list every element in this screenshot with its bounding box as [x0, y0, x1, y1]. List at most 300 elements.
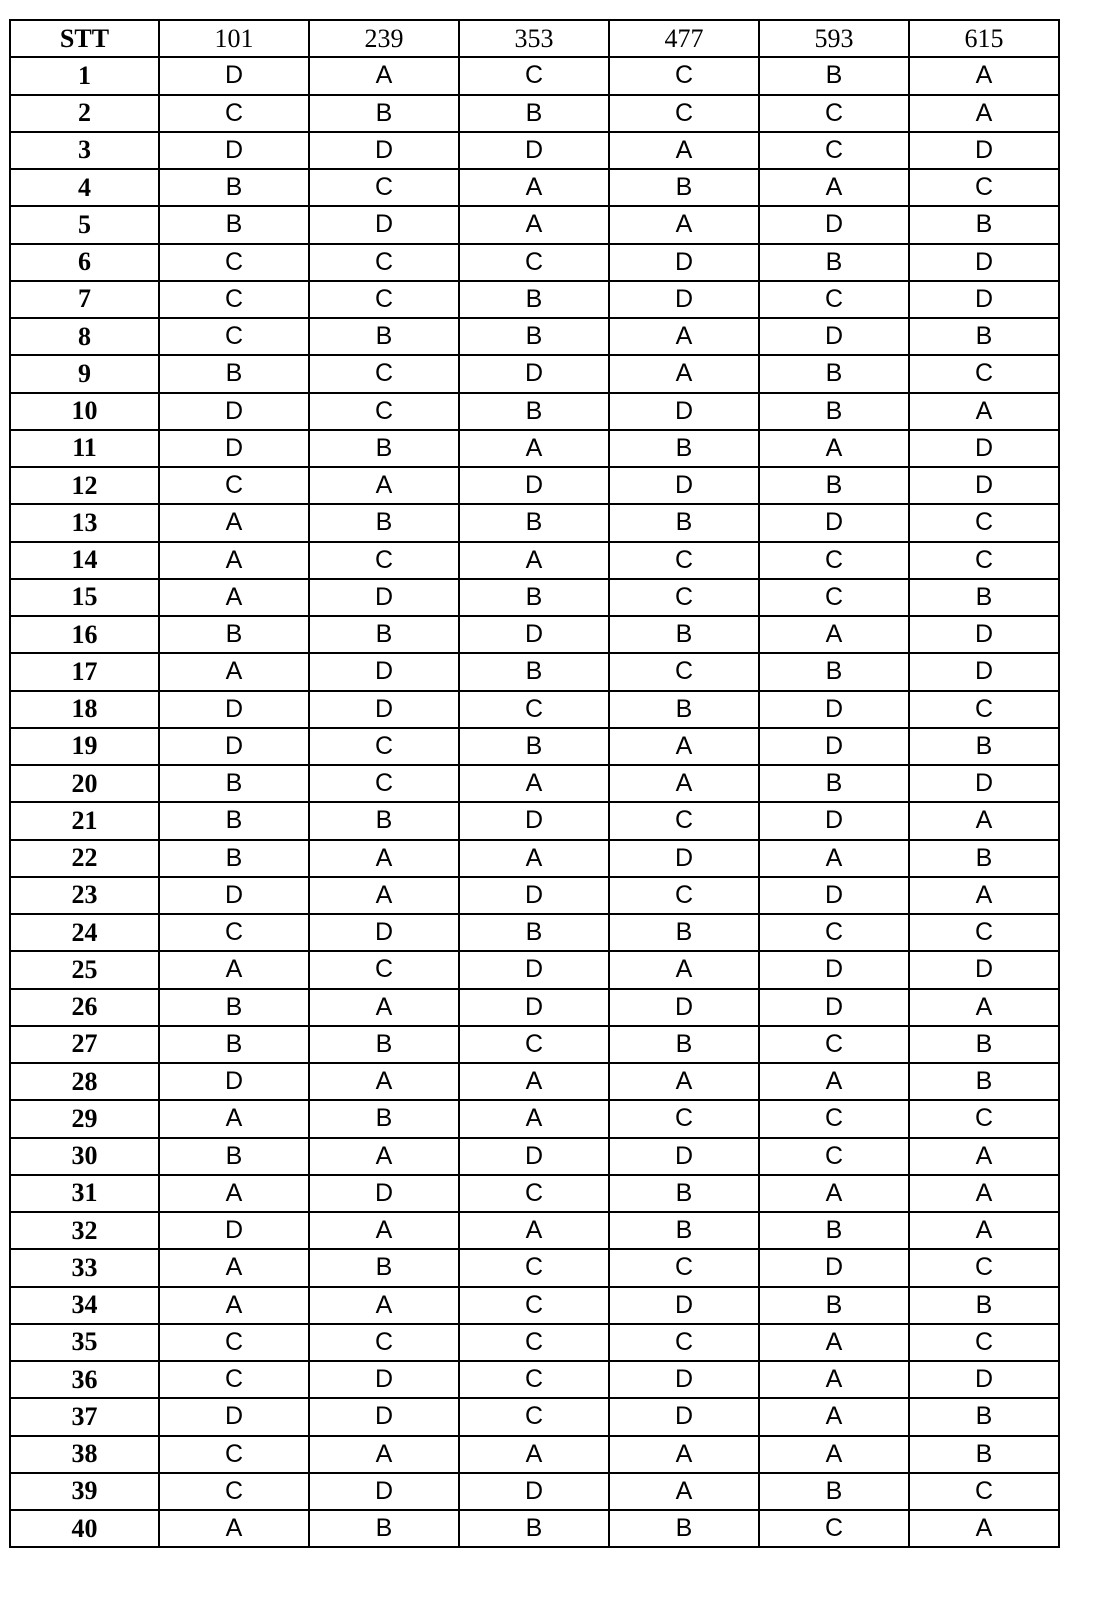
answer-cell: B — [159, 355, 309, 392]
answer-cell: A — [159, 1510, 309, 1547]
table-row — [10, 1100, 1059, 1137]
answer-cell: A — [909, 877, 1059, 914]
exam-code-header: 593 — [759, 20, 909, 57]
question-number: 9 — [10, 355, 159, 392]
answer-cell: C — [309, 951, 459, 988]
answer-cell: B — [309, 430, 459, 467]
table-row — [10, 802, 1059, 839]
answer-cell: B — [159, 1138, 309, 1175]
table-row — [10, 467, 1059, 504]
exam-code-header: 353 — [459, 20, 609, 57]
answer-cell: C — [909, 169, 1059, 206]
exam-code-header: 477 — [609, 20, 759, 57]
answer-cell: B — [609, 1026, 759, 1063]
answer-cell: A — [159, 1249, 309, 1286]
table-row — [10, 1175, 1059, 1212]
question-number: 38 — [10, 1436, 159, 1473]
answer-cell: A — [459, 1063, 609, 1100]
question-number: 17 — [10, 653, 159, 690]
answer-cell: C — [759, 1100, 909, 1137]
answer-cell: A — [759, 616, 909, 653]
answer-cell: B — [459, 579, 609, 616]
answer-cell: D — [459, 467, 609, 504]
answer-cell: A — [159, 1100, 309, 1137]
table-row — [10, 281, 1059, 318]
answer-cell: D — [309, 1398, 459, 1435]
answer-cell: C — [459, 1398, 609, 1435]
table-row — [10, 57, 1059, 94]
answer-cell: B — [609, 169, 759, 206]
answer-cell: B — [159, 840, 309, 877]
answer-cell: A — [759, 169, 909, 206]
answer-cell: A — [309, 57, 459, 94]
header-row — [10, 20, 1059, 57]
answer-cell: D — [609, 1361, 759, 1398]
table-row — [10, 132, 1059, 169]
question-number: 30 — [10, 1138, 159, 1175]
table-row — [10, 1324, 1059, 1361]
answer-cell: D — [159, 393, 309, 430]
question-number: 1 — [10, 57, 159, 94]
answer-cell: A — [609, 355, 759, 392]
answer-cell: B — [309, 1249, 459, 1286]
answer-cell: B — [609, 1510, 759, 1547]
answer-cell: C — [759, 542, 909, 579]
answer-cell: D — [609, 1398, 759, 1435]
answer-cell: D — [309, 1175, 459, 1212]
answer-cell: C — [459, 1324, 609, 1361]
table-row — [10, 430, 1059, 467]
answer-cell: B — [459, 393, 609, 430]
answer-cell: A — [459, 1436, 609, 1473]
answer-cell: A — [909, 989, 1059, 1026]
table-row — [10, 877, 1059, 914]
answer-cell: A — [909, 1138, 1059, 1175]
exam-code-header: 615 — [909, 20, 1059, 57]
answer-cell: C — [159, 95, 309, 132]
answer-cell: A — [309, 989, 459, 1026]
answer-cell: B — [609, 616, 759, 653]
answer-cell: B — [909, 1063, 1059, 1100]
answer-cell: C — [459, 1361, 609, 1398]
table-row — [10, 951, 1059, 988]
answer-cell: C — [459, 691, 609, 728]
table-row — [10, 691, 1059, 728]
table-row — [10, 1287, 1059, 1324]
answer-cell: A — [309, 1287, 459, 1324]
answer-cell: A — [309, 877, 459, 914]
answer-cell: A — [609, 1063, 759, 1100]
answer-cell: C — [609, 653, 759, 690]
answer-cell: C — [309, 1324, 459, 1361]
answer-cell: C — [159, 318, 309, 355]
table-row — [10, 169, 1059, 206]
table-row — [10, 95, 1059, 132]
answer-cell: D — [909, 244, 1059, 281]
answer-cell: A — [909, 802, 1059, 839]
answer-cell: A — [609, 951, 759, 988]
answer-cell: B — [909, 1026, 1059, 1063]
answer-cell: D — [609, 393, 759, 430]
answer-cell: B — [159, 1026, 309, 1063]
table-row — [10, 1026, 1059, 1063]
table-row — [10, 206, 1059, 243]
table-row — [10, 579, 1059, 616]
answer-cell: A — [459, 765, 609, 802]
question-number: 18 — [10, 691, 159, 728]
stt-column-header: STT — [10, 20, 159, 57]
answer-cell: D — [759, 728, 909, 765]
answer-cell: D — [159, 877, 309, 914]
answer-cell: A — [609, 765, 759, 802]
answer-cell: C — [609, 1249, 759, 1286]
answer-cell: A — [759, 430, 909, 467]
answer-cell: B — [459, 318, 609, 355]
question-number: 2 — [10, 95, 159, 132]
answer-cell: C — [759, 132, 909, 169]
answer-cell: C — [609, 542, 759, 579]
question-number: 4 — [10, 169, 159, 206]
answer-rows — [10, 57, 1059, 1547]
answer-cell: C — [909, 691, 1059, 728]
answer-cell: C — [159, 1473, 309, 1510]
question-number: 34 — [10, 1287, 159, 1324]
answer-cell: B — [309, 1510, 459, 1547]
question-number: 24 — [10, 914, 159, 951]
answer-cell: D — [909, 653, 1059, 690]
answer-cell: C — [159, 1361, 309, 1398]
answer-cell: B — [159, 616, 309, 653]
answer-cell: C — [609, 1100, 759, 1137]
answer-cell: C — [309, 542, 459, 579]
answer-cell: B — [309, 318, 459, 355]
answer-cell: B — [609, 1212, 759, 1249]
table-row — [10, 318, 1059, 355]
table-row — [10, 653, 1059, 690]
exam-code-header: 101 — [159, 20, 309, 57]
table-row — [10, 1249, 1059, 1286]
answer-cell: B — [309, 1026, 459, 1063]
answer-cell: A — [309, 1436, 459, 1473]
answer-cell: B — [459, 281, 609, 318]
table-row — [10, 1361, 1059, 1398]
answer-cell: B — [759, 355, 909, 392]
answer-cell: B — [309, 95, 459, 132]
answer-cell: C — [309, 169, 459, 206]
answer-cell: B — [759, 393, 909, 430]
answer-cell: C — [909, 1249, 1059, 1286]
answer-cell: A — [909, 95, 1059, 132]
answer-cell: C — [159, 467, 309, 504]
answer-cell: A — [309, 840, 459, 877]
answer-cell: D — [459, 1138, 609, 1175]
answer-cell: C — [309, 393, 459, 430]
answer-cell: B — [609, 1175, 759, 1212]
answer-cell: B — [909, 206, 1059, 243]
answer-cell: B — [759, 1212, 909, 1249]
answer-cell: B — [159, 765, 309, 802]
answer-cell: B — [909, 1287, 1059, 1324]
answer-cell: B — [909, 728, 1059, 765]
answer-cell: A — [609, 1436, 759, 1473]
answer-cell: D — [909, 430, 1059, 467]
answer-cell: B — [159, 169, 309, 206]
question-number: 26 — [10, 989, 159, 1026]
answer-cell: A — [459, 169, 609, 206]
answer-cell: D — [759, 504, 909, 541]
answer-cell: A — [759, 840, 909, 877]
answer-cell: B — [309, 1100, 459, 1137]
answer-cell: C — [459, 244, 609, 281]
table-row — [10, 393, 1059, 430]
answer-cell: A — [609, 132, 759, 169]
question-number: 21 — [10, 802, 159, 839]
answer-cell: D — [909, 765, 1059, 802]
question-number: 6 — [10, 244, 159, 281]
answer-cell: B — [909, 1398, 1059, 1435]
answer-cell: A — [909, 1510, 1059, 1547]
answer-cell: B — [609, 430, 759, 467]
answer-cell: A — [609, 318, 759, 355]
answer-cell: D — [609, 1287, 759, 1324]
answer-cell: D — [759, 989, 909, 1026]
answer-cell: D — [159, 57, 309, 94]
answer-cell: A — [759, 1063, 909, 1100]
answer-cell: A — [759, 1398, 909, 1435]
answer-cell: D — [909, 132, 1059, 169]
answer-key-table — [9, 19, 1060, 1548]
answer-cell: D — [309, 691, 459, 728]
answer-cell: D — [609, 989, 759, 1026]
answer-cell: B — [759, 1473, 909, 1510]
answer-cell: D — [159, 1398, 309, 1435]
question-number: 13 — [10, 504, 159, 541]
answer-cell: B — [909, 1436, 1059, 1473]
table-row — [10, 504, 1059, 541]
answer-cell: A — [159, 653, 309, 690]
answer-cell: C — [759, 95, 909, 132]
answer-cell: C — [309, 244, 459, 281]
table-row — [10, 1063, 1059, 1100]
answer-cell: D — [609, 840, 759, 877]
answer-cell: D — [759, 206, 909, 243]
question-number: 37 — [10, 1398, 159, 1435]
answer-cell: C — [759, 1026, 909, 1063]
answer-cell: D — [909, 467, 1059, 504]
answer-cell: C — [609, 1324, 759, 1361]
answer-cell: D — [459, 355, 609, 392]
answer-cell: B — [159, 989, 309, 1026]
answer-cell: B — [309, 504, 459, 541]
answer-cell: A — [609, 206, 759, 243]
answer-cell: C — [609, 579, 759, 616]
answer-cell: C — [909, 1324, 1059, 1361]
answer-cell: C — [309, 355, 459, 392]
answer-cell: D — [309, 653, 459, 690]
answer-cell: D — [609, 281, 759, 318]
answer-cell: A — [159, 504, 309, 541]
answer-cell: D — [159, 430, 309, 467]
answer-cell: A — [609, 728, 759, 765]
answer-cell: C — [159, 281, 309, 318]
question-number: 23 — [10, 877, 159, 914]
table-row — [10, 244, 1059, 281]
question-number: 10 — [10, 393, 159, 430]
answer-cell: D — [459, 802, 609, 839]
answer-cell: B — [309, 616, 459, 653]
table-row — [10, 355, 1059, 392]
question-number: 15 — [10, 579, 159, 616]
answer-cell: C — [759, 1510, 909, 1547]
answer-cell: C — [459, 57, 609, 94]
answer-cell: D — [459, 1473, 609, 1510]
answer-cell: B — [459, 728, 609, 765]
answer-cell: B — [459, 504, 609, 541]
answer-cell: A — [759, 1436, 909, 1473]
answer-cell: A — [459, 840, 609, 877]
answer-cell: C — [309, 281, 459, 318]
table-row — [10, 616, 1059, 653]
answer-cell: B — [759, 1287, 909, 1324]
answer-cell: D — [909, 1361, 1059, 1398]
answer-cell: B — [759, 57, 909, 94]
answer-cell: D — [609, 1138, 759, 1175]
answer-cell: A — [459, 542, 609, 579]
answer-cell: B — [459, 653, 609, 690]
answer-cell: D — [759, 802, 909, 839]
answer-cell: D — [459, 951, 609, 988]
question-number: 29 — [10, 1100, 159, 1137]
answer-cell: D — [459, 132, 609, 169]
answer-cell: D — [759, 1249, 909, 1286]
table-row — [10, 1398, 1059, 1435]
answer-cell: B — [159, 206, 309, 243]
answer-cell: A — [459, 1100, 609, 1137]
question-number: 35 — [10, 1324, 159, 1361]
answer-cell: A — [909, 57, 1059, 94]
table-row — [10, 765, 1059, 802]
answer-cell: A — [309, 1138, 459, 1175]
answer-cell: D — [309, 1473, 459, 1510]
answer-cell: C — [759, 914, 909, 951]
answer-cell: A — [759, 1324, 909, 1361]
answer-cell: D — [159, 1063, 309, 1100]
answer-cell: B — [609, 691, 759, 728]
answer-cell: B — [909, 579, 1059, 616]
answer-cell: B — [459, 95, 609, 132]
question-number: 32 — [10, 1212, 159, 1249]
question-number: 3 — [10, 132, 159, 169]
table-row — [10, 914, 1059, 951]
answer-cell: A — [459, 430, 609, 467]
answer-cell: C — [459, 1026, 609, 1063]
answer-cell: D — [159, 132, 309, 169]
answer-cell: A — [309, 1212, 459, 1249]
answer-cell: C — [909, 1100, 1059, 1137]
answer-cell: A — [609, 1473, 759, 1510]
answer-cell: C — [459, 1287, 609, 1324]
table-row — [10, 1473, 1059, 1510]
question-number: 12 — [10, 467, 159, 504]
table-row — [10, 989, 1059, 1026]
answer-cell: A — [759, 1361, 909, 1398]
answer-cell: B — [459, 1510, 609, 1547]
answer-cell: C — [309, 765, 459, 802]
answer-cell: B — [909, 318, 1059, 355]
answer-cell: A — [459, 1212, 609, 1249]
question-number: 20 — [10, 765, 159, 802]
question-number: 31 — [10, 1175, 159, 1212]
question-number: 33 — [10, 1249, 159, 1286]
table-row — [10, 840, 1059, 877]
answer-cell: C — [159, 1436, 309, 1473]
question-number: 5 — [10, 206, 159, 243]
answer-cell: D — [759, 877, 909, 914]
answer-cell: B — [609, 914, 759, 951]
question-number: 22 — [10, 840, 159, 877]
answer-cell: C — [609, 57, 759, 94]
answer-cell: C — [759, 281, 909, 318]
answer-cell: B — [759, 244, 909, 281]
answer-cell: C — [159, 244, 309, 281]
answer-cell: C — [459, 1249, 609, 1286]
answer-cell: B — [309, 802, 459, 839]
answer-cell: C — [159, 1324, 309, 1361]
answer-cell: C — [909, 1473, 1059, 1510]
answer-cell: A — [909, 393, 1059, 430]
question-number: 36 — [10, 1361, 159, 1398]
answer-cell: D — [159, 1212, 309, 1249]
answer-cell: D — [309, 1361, 459, 1398]
answer-cell: D — [909, 616, 1059, 653]
question-number: 39 — [10, 1473, 159, 1510]
answer-cell: B — [459, 914, 609, 951]
answer-cell: C — [609, 95, 759, 132]
question-number: 16 — [10, 616, 159, 653]
table-row — [10, 1212, 1059, 1249]
question-number: 27 — [10, 1026, 159, 1063]
answer-cell: D — [459, 989, 609, 1026]
answer-cell: D — [459, 616, 609, 653]
answer-cell: C — [759, 579, 909, 616]
table-row — [10, 1510, 1059, 1547]
question-number: 7 — [10, 281, 159, 318]
answer-cell: B — [759, 467, 909, 504]
answer-cell: A — [909, 1175, 1059, 1212]
answer-cell: C — [909, 504, 1059, 541]
answer-cell: A — [159, 542, 309, 579]
answer-cell: D — [609, 244, 759, 281]
answer-cell: C — [909, 914, 1059, 951]
question-number: 14 — [10, 542, 159, 579]
answer-cell: C — [759, 1138, 909, 1175]
answer-cell: D — [159, 691, 309, 728]
answer-cell: D — [309, 206, 459, 243]
answer-cell: A — [159, 1287, 309, 1324]
question-number: 25 — [10, 951, 159, 988]
exam-code-header: 239 — [309, 20, 459, 57]
answer-cell: D — [759, 318, 909, 355]
answer-cell: A — [309, 1063, 459, 1100]
question-number: 11 — [10, 430, 159, 467]
answer-cell: C — [609, 802, 759, 839]
table-row — [10, 542, 1059, 579]
question-number: 40 — [10, 1510, 159, 1547]
answer-cell: C — [159, 914, 309, 951]
answer-cell: A — [159, 1175, 309, 1212]
answer-cell: A — [459, 206, 609, 243]
answer-cell: D — [759, 691, 909, 728]
